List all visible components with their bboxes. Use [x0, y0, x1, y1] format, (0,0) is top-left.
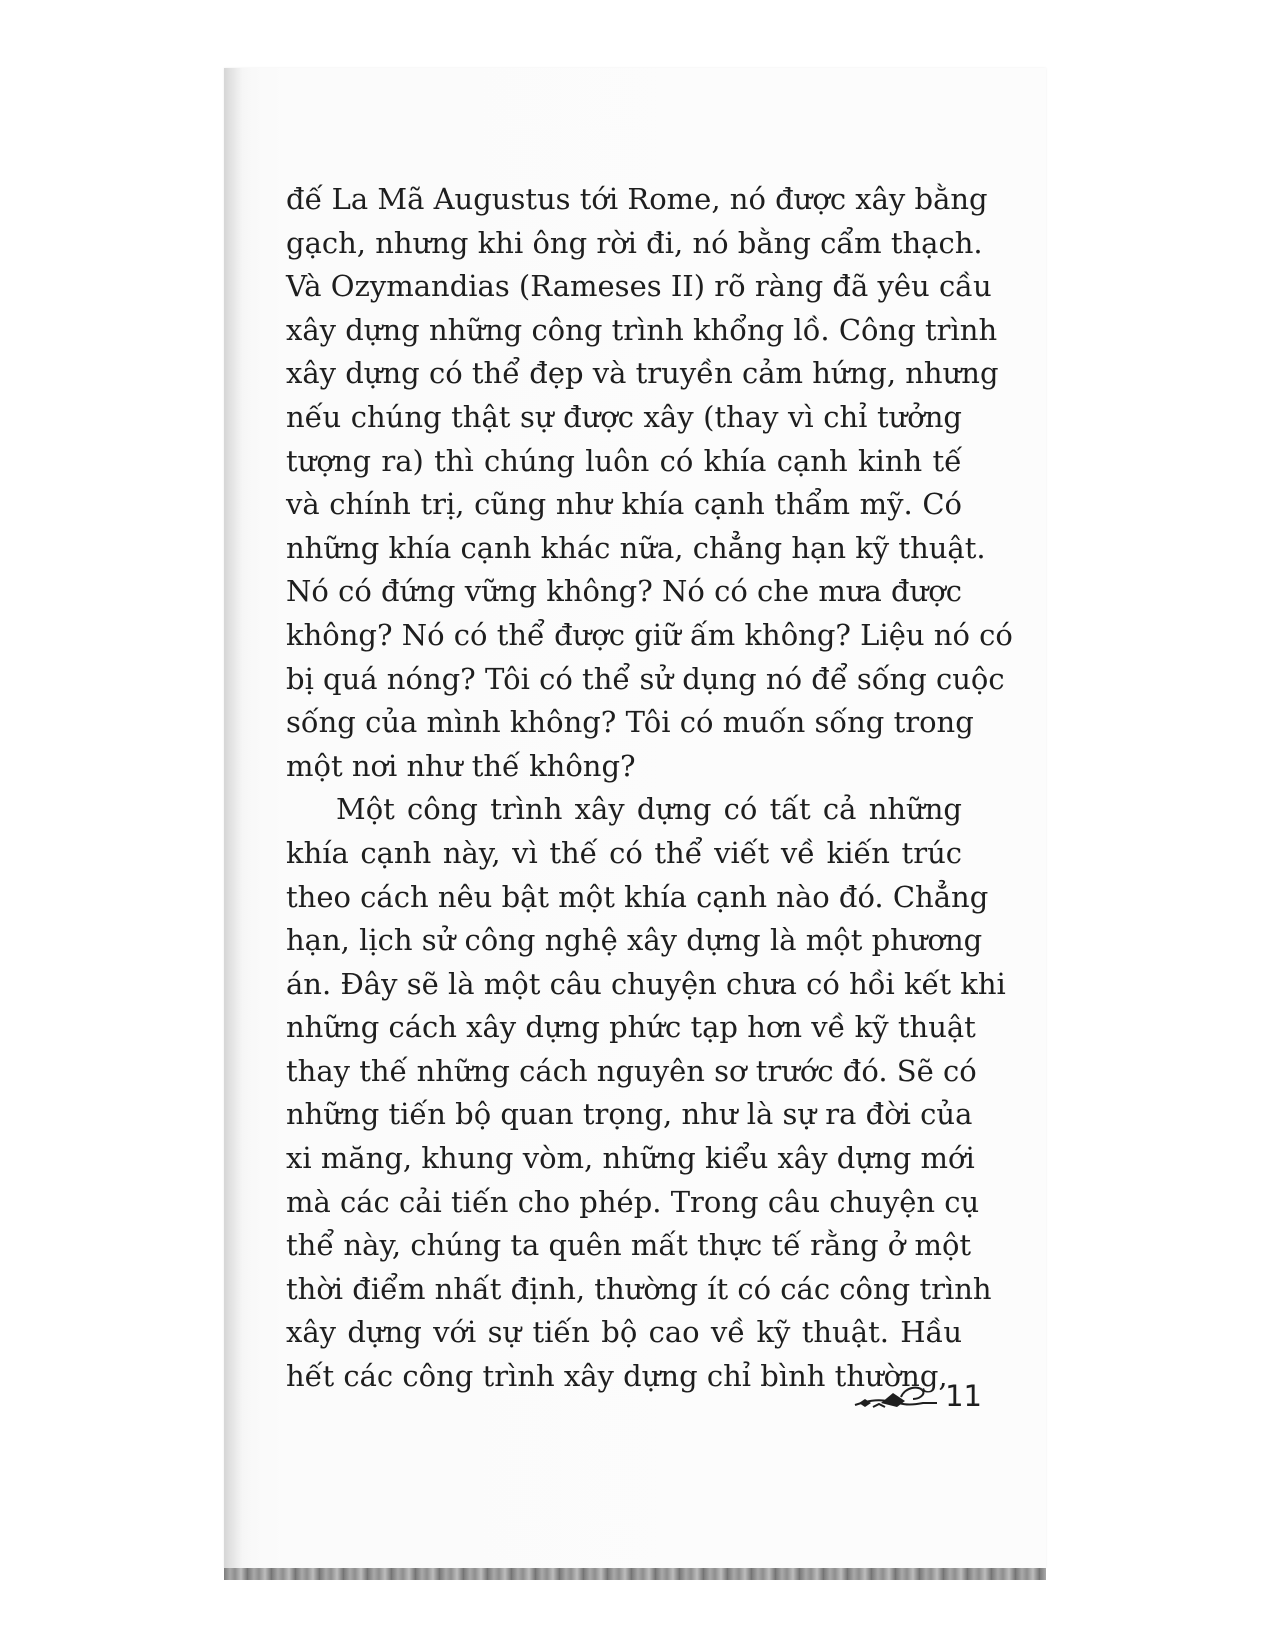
page-number: 11	[945, 1379, 982, 1413]
text-line: án. Đây sẽ là một câu chuyện chưa có hồi kết khi	[286, 966, 1006, 1001]
text-line: tượng ra) thì chúng luôn có khía cạnh kinh tế	[286, 443, 962, 478]
text-line: mà các cải tiến cho phép. Trong câu chuyện cụ	[286, 1184, 980, 1219]
text-line: những tiến bộ quan trọng, như là sự ra đời của	[286, 1097, 973, 1132]
text-line: hết các công trình xây dựng chỉ bình thường,	[286, 1359, 948, 1394]
page-footer	[853, 1376, 982, 1416]
text-line: gạch, nhưng khi ông rời đi, nó bằng cẩm thạch.	[286, 225, 983, 260]
text-line: đế La Mã Augustus tới Rome, nó được xây bằng	[286, 182, 988, 216]
text-line: thời điểm nhất định, thường ít có các công trình	[286, 1271, 992, 1306]
book-page	[224, 68, 1046, 1568]
text-line: xây dựng những công trình khổng lồ. Công trình	[286, 312, 998, 347]
text-line: Và Ozymandias (Rameses II) rõ ràng đã yêu cầu	[286, 269, 992, 304]
text-line: một nơi như thế không?	[286, 748, 636, 783]
text-line: nếu chúng thật sự được xây (thay vì chỉ tưởng	[286, 399, 962, 434]
text-line: không? Nó có thể được giữ ấm không? Liệu nó có	[286, 617, 1013, 652]
text-line: thể này, chúng ta quên mất thực tế rằng ở một	[286, 1228, 972, 1263]
spine-shadow	[224, 68, 242, 1568]
book-ornament-icon	[853, 1379, 939, 1413]
text-line: xây dựng có thể đẹp và truyền cảm hứng, nhưng	[286, 356, 999, 391]
text-line: theo cách nêu bật một khía cạnh nào đó. Chẳng	[286, 879, 989, 914]
text-line: những cách xây dựng phức tạp hơn về kỹ thuật	[286, 1010, 976, 1045]
text-line: và chính trị, cũng như khía cạnh thẩm mỹ. Có	[286, 487, 962, 522]
text-line: sống của mình không? Tôi có muốn sống trong	[286, 705, 974, 740]
text-line: Một công trình xây dựng có tất cả những	[336, 792, 962, 827]
text-line: xây dựng với sự tiến bộ cao về kỹ thuật. Hầu	[286, 1315, 962, 1350]
text-line: khía cạnh này, vì thế có thể viết về kiến trúc	[286, 835, 962, 870]
text-line: xi măng, khung vòm, những kiểu xây dựng mới	[286, 1141, 975, 1176]
text-line: hạn, lịch sử công nghệ xây dựng là một phương	[286, 923, 983, 958]
text-line: những khía cạnh khác nữa, chẳng hạn kỹ thuật.	[286, 530, 986, 565]
text-line: Nó có đứng vững không? Nó có che mưa được	[286, 574, 962, 609]
text-line: thay thế những cách nguyên sơ trước đó. Sẽ có	[286, 1053, 977, 1088]
text-line: bị quá nóng? Tôi có thể sử dụng nó để sống cuộc	[286, 661, 1005, 696]
page-bottom-edge	[224, 1568, 1046, 1580]
